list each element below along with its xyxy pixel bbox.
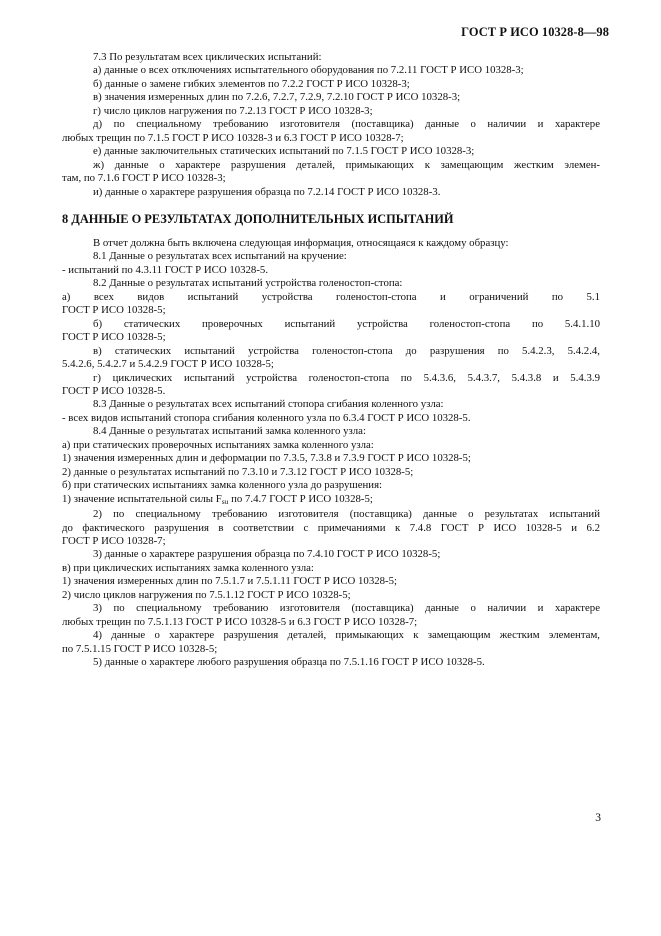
item-8-2-g-line1: г) циклических испытаний устройства голеностоп-стопа по 5.4.3.6, 5.4.3.7, 5.4.3.8 и 5.4.3.9 <box>93 371 600 384</box>
item-8-4-b: б) при статических испытаниях замка коленного узла до разрушения: <box>62 479 383 492</box>
page-number: 3 <box>595 812 601 824</box>
item-8-4-b-1-text: 1) значение испытательной силы F <box>62 492 222 505</box>
section-8-intro: В отчет должна быть включена следующая информация, относящаяся к каждому образцу: <box>93 236 509 249</box>
item-8-4-v-4-line1: 4) данные о характере разрушения деталей, примыкающих к замещающим жестким элементам, <box>93 629 600 642</box>
clause-8-2: 8.2 Данные о результатах испытаний устройства голеностоп-стопа: <box>93 277 403 290</box>
item-8-4-b-1 <box>62 493 600 508</box>
clause-8-1: 8.1 Данные о результатах всех испытаний на кручение: <box>93 250 347 263</box>
item-7-3-b: б) данные о замене гибких элементов по 7.2.2 ГОСТ Р ИСО 10328-3; <box>93 77 410 90</box>
item-8-2-b-line1: б) статических проверочных испытаний устройства голеностоп-стопа по 5.4.1.10 <box>93 317 600 330</box>
item-8-4-a-1: 1) значения измеренных длин и деформации по 7.3.5, 7.3.8 и 7.3.9 ГОСТ Р ИСО 10328-5; <box>62 452 471 465</box>
item-8-4-v-5: 5) данные о характере любого разрушения образца по 7.5.1.16 ГОСТ Р ИСО 10328-5. <box>93 656 485 669</box>
clause-8-3: 8.3 Данные о результатах всех испытаний стопора сгибания коленного узла: <box>93 398 444 411</box>
item-8-2-a-line1: а) всех видов испытаний устройства голеностоп-стопа и ограничений по 5.1 <box>62 290 600 303</box>
item-8-2-a-line2: ГОСТ Р ИСО 10328-5; <box>62 304 166 317</box>
item-7-3-i: и) данные о характере разрушения образца по 7.2.14 ГОСТ Р ИСО 10328-3. <box>93 185 441 198</box>
item-7-3-g: г) число циклов нагружения по 7.2.13 ГОСТ Р ИСО 10328-3; <box>93 104 373 117</box>
item-7-3-d-line1: д) по специальному требованию изготовителя (поставщика) данные о наличии и характере <box>93 118 600 131</box>
item-8-4-v-3-line2: любых трещин по 7.5.1.13 ГОСТ Р ИСО 10328-5 и 6.3 ГОСТ Р ИСО 10328-7; <box>62 615 418 628</box>
item-8-4-b-2-line3: ГОСТ Р ИСО 10328-7; <box>62 534 166 547</box>
item-8-4-b-2-line2: до фактического разрушения в соответствии с примечаниями к 7.4.8 ГОСТ Р ИСО 10328-5 и 6.2 <box>62 521 600 534</box>
clause-8-4: 8.4 Данные о результатах испытаний замка коленного узла: <box>93 425 366 438</box>
item-7-3-zh-line2: там, по 7.1.6 ГОСТ Р ИСО 10328-3; <box>62 172 226 185</box>
item-8-2-b-line2: ГОСТ Р ИСО 10328-5; <box>62 331 166 344</box>
force-subscript: su <box>221 496 229 506</box>
item-8-4-b-1-tail: по 7.4.7 ГОСТ Р ИСО 10328-5; <box>228 492 373 505</box>
item-8-4-b-2-line1: 2) по специальному требованию изготовителя (поставщика) данные о результатах испытаний <box>93 508 600 521</box>
item-8-4-a: а) при статических проверочных испытаниях замка коленного узла: <box>62 438 374 451</box>
document-header: ГОСТ Р ИСО 10328-8—98 <box>461 25 609 39</box>
item-8-2-v-line1: в) статических испытаний устройства голеностоп-стопа до разрушения по 5.4.2.3, 5.4.2.4, <box>93 344 600 357</box>
item-8-4-v-4-line2: по 7.5.1.15 ГОСТ Р ИСО 10328-5; <box>62 642 218 655</box>
item-8-4-v: в) при циклических испытаниях замка коленного узла: <box>62 561 314 574</box>
section-8-heading: 8 ДАННЫЕ О РЕЗУЛЬТАТАХ ДОПОЛНИТЕЛЬНЫХ ИСПЫТАНИЙ <box>62 211 454 226</box>
item-8-4-v-3-line1: 3) по специальному требованию изготовителя (поставщика) данные о наличии и характере <box>93 602 600 615</box>
item-7-3-zh-line1: ж) данные о характере разрушения деталей, примыкающих к замещающим жестким элемен- <box>93 158 600 171</box>
document-body <box>62 51 600 669</box>
item-8-4-v-1: 1) значения измеренных длин по 7.5.1.7 и 7.5.1.11 ГОСТ Р ИСО 10328-5; <box>62 575 398 588</box>
item-8-3-a: - всех видов испытаний стопора сгибания коленного узла по 6.3.4 ГОСТ Р ИСО 10328-5. <box>62 411 471 424</box>
item-8-4-b-3: 3) данные о характере разрушения образца по 7.4.10 ГОСТ Р ИСО 10328-5; <box>93 548 441 561</box>
item-8-4-v-2: 2) число циклов нагружения по 7.5.1.12 ГОСТ Р ИСО 10328-5; <box>62 588 351 601</box>
item-7-3-e: е) данные заключительных статических испытаний по 7.1.5 ГОСТ Р ИСО 10328-3; <box>93 145 475 158</box>
item-7-3-a: а) данные о всех отключениях испытательного оборудования по 7.2.11 ГОСТ Р ИСО 10328-3; <box>93 64 524 77</box>
item-7-3-v: в) значения измеренных длин по 7.2.6, 7.2.7, 7.2.9, 7.2.10 ГОСТ Р ИСО 10328-3; <box>93 91 461 104</box>
item-8-1-a: - испытаний по 4.3.11 ГОСТ Р ИСО 10328-5. <box>62 263 269 276</box>
item-8-2-g-line2: ГОСТ Р ИСО 10328-5. <box>62 384 166 397</box>
clause-7-3: 7.3 По результатам всех циклических испытаний: <box>93 51 322 63</box>
item-7-3-d-line2: любых трещин по 7.1.5 ГОСТ Р ИСО 10328-3 и 6.3 ГОСТ Р ИСО 10328-7; <box>62 131 404 144</box>
item-8-2-v-line2: 5.4.2.6, 5.4.2.7 и 5.4.2.9 ГОСТ Р ИСО 10328-5; <box>62 358 274 371</box>
item-8-4-a-2: 2) данные о результатах испытаний по 7.3.10 и 7.3.12 ГОСТ Р ИСО 10328-5; <box>62 465 414 478</box>
